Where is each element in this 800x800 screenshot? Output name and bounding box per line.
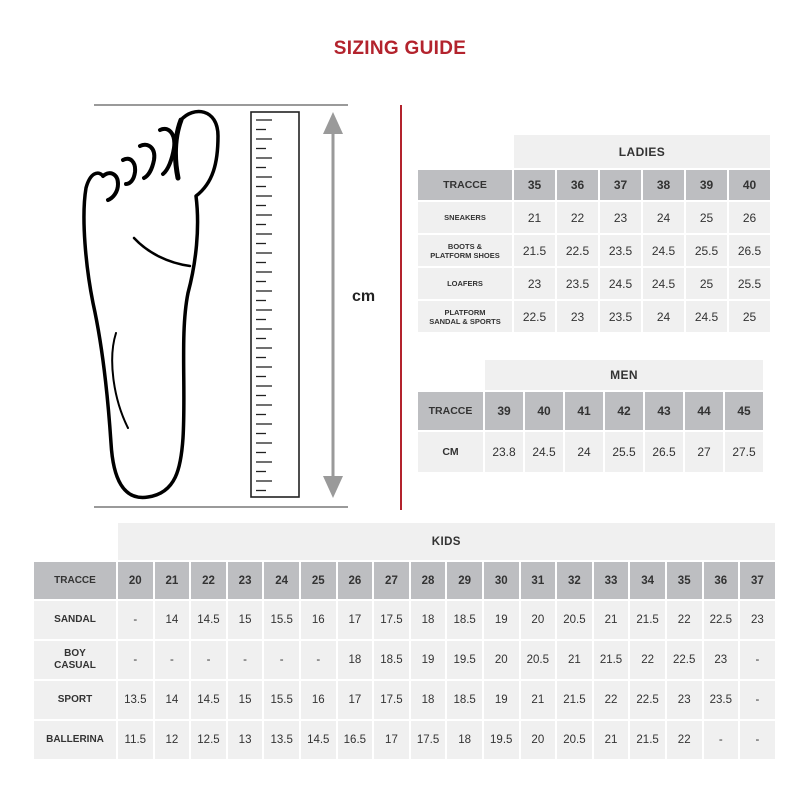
value-cell: 20 — [521, 721, 556, 759]
value-cell: 25.5 — [729, 268, 770, 299]
value-cell: 16.5 — [338, 721, 373, 759]
foot-measurement-diagram — [78, 98, 378, 518]
size-header-cell: 38 — [643, 170, 684, 200]
size-header-cell: 41 — [565, 392, 603, 430]
table-row — [418, 432, 763, 472]
value-cell: 21.5 — [630, 721, 665, 759]
value-cell: 13 — [228, 721, 263, 759]
value-cell: 18.5 — [447, 681, 482, 719]
size-header-cell: 21 — [155, 562, 190, 599]
row-label-line: CASUAL — [54, 660, 96, 671]
page-title: SIZING GUIDE — [333, 38, 467, 59]
row-label — [418, 301, 512, 332]
value-cell: 22 — [630, 641, 665, 679]
value-cell: 18 — [411, 601, 446, 639]
row-label-line: LOAFERS — [447, 279, 483, 288]
value-cell: 23 — [514, 268, 555, 299]
group-title-row — [418, 135, 770, 168]
header-label: TRACCE — [418, 392, 483, 430]
size-header-cell: 36 — [704, 562, 739, 599]
value-cell: 21 — [514, 202, 555, 233]
value-cell: 23 — [704, 641, 739, 679]
size-header-cell: 39 — [485, 392, 523, 430]
ladies-size-table — [416, 133, 772, 334]
value-cell: 13.5 — [118, 681, 153, 719]
size-header-cell: 33 — [594, 562, 629, 599]
value-cell: 17.5 — [411, 721, 446, 759]
size-header-cell: 25 — [301, 562, 336, 599]
value-cell: 22.5 — [630, 681, 665, 719]
size-header-cell: 40 — [729, 170, 770, 200]
value-cell: 18.5 — [374, 641, 409, 679]
header-label: TRACCE — [34, 562, 116, 599]
group-title-row — [34, 523, 775, 560]
row-label-line: PLATFORM SHOES — [430, 250, 500, 260]
row-label-line: SNEAKERS — [444, 213, 486, 222]
row-label — [418, 202, 512, 233]
value-cell: 22 — [557, 202, 598, 233]
size-header-row — [418, 392, 763, 430]
value-cell: 25.5 — [605, 432, 643, 472]
value-cell: - — [191, 641, 226, 679]
men-size-table — [416, 358, 765, 474]
value-cell: 12 — [155, 721, 190, 759]
value-cell: 15 — [228, 681, 263, 719]
value-cell: 16 — [301, 601, 336, 639]
value-cell: 14 — [155, 681, 190, 719]
value-cell: 24 — [565, 432, 603, 472]
row-label-line: BOY — [64, 648, 86, 659]
value-cell: 25 — [686, 268, 727, 299]
value-cell: 14 — [155, 601, 190, 639]
size-header-cell: 29 — [447, 562, 482, 599]
value-cell: 21 — [594, 721, 629, 759]
value-cell: 17.5 — [374, 601, 409, 639]
foot-ruler-illustration — [78, 98, 378, 518]
value-cell: 25.5 — [686, 235, 727, 266]
value-cell: 22.5 — [514, 301, 555, 332]
table-group-title: KIDS — [118, 523, 775, 560]
size-header-cell: 30 — [484, 562, 519, 599]
value-cell: 21.5 — [630, 601, 665, 639]
table-row — [34, 641, 775, 679]
row-label-line: SPORT — [57, 694, 93, 705]
value-cell: 24.5 — [600, 268, 641, 299]
value-cell: 23.5 — [600, 301, 641, 332]
value-cell: 13.5 — [264, 721, 299, 759]
value-cell: 27 — [685, 432, 723, 472]
value-cell: 18 — [411, 681, 446, 719]
value-cell: 20.5 — [557, 721, 592, 759]
size-header-cell: 45 — [725, 392, 763, 430]
size-header-cell: 43 — [645, 392, 683, 430]
value-cell: 23.5 — [557, 268, 598, 299]
value-cell: 15.5 — [264, 681, 299, 719]
unit-label: cm — [352, 288, 376, 305]
value-cell: 22 — [667, 721, 702, 759]
size-header-cell: 37 — [600, 170, 641, 200]
size-header-cell: 34 — [630, 562, 665, 599]
value-cell: 11.5 — [118, 721, 153, 759]
row-label — [34, 681, 116, 719]
value-cell: 19 — [484, 601, 519, 639]
table-group-title: LADIES — [514, 135, 770, 168]
value-cell: 24 — [643, 202, 684, 233]
value-cell: 19.5 — [447, 641, 482, 679]
ruler-icon — [251, 112, 299, 497]
size-header-cell: 31 — [521, 562, 556, 599]
value-cell: 17.5 — [374, 681, 409, 719]
table-row — [34, 721, 775, 759]
row-label — [34, 601, 116, 639]
value-cell: - — [118, 641, 153, 679]
value-cell: 24.5 — [686, 301, 727, 332]
value-cell: 12.5 — [191, 721, 226, 759]
value-cell: 21.5 — [557, 681, 592, 719]
value-cell: 20 — [484, 641, 519, 679]
row-label — [418, 432, 483, 472]
value-cell: - — [264, 641, 299, 679]
value-cell: 23 — [667, 681, 702, 719]
size-header-cell: 40 — [525, 392, 563, 430]
value-cell: 15 — [228, 601, 263, 639]
table-row — [418, 202, 770, 233]
row-label-line: SANDAL — [54, 614, 96, 625]
value-cell: 22 — [667, 601, 702, 639]
value-cell: 22.5 — [667, 641, 702, 679]
value-cell: 23 — [600, 202, 641, 233]
vertical-divider — [400, 105, 402, 510]
row-label — [418, 268, 512, 299]
value-cell: 19 — [484, 681, 519, 719]
kids-size-table — [32, 521, 777, 761]
value-cell: 24.5 — [643, 268, 684, 299]
group-title-row — [418, 360, 763, 390]
value-cell: - — [704, 721, 739, 759]
foot-icon — [84, 112, 218, 498]
corner-blank — [418, 135, 512, 168]
value-cell: 20 — [521, 601, 556, 639]
value-cell: 22 — [594, 681, 629, 719]
size-header-cell: 42 — [605, 392, 643, 430]
table-row — [34, 601, 775, 639]
value-cell: 26.5 — [645, 432, 683, 472]
size-header-cell: 32 — [557, 562, 592, 599]
table-row — [34, 681, 775, 719]
value-cell: 21.5 — [514, 235, 555, 266]
value-cell: 21 — [557, 641, 592, 679]
value-cell: 14.5 — [301, 721, 336, 759]
value-cell: 18 — [338, 641, 373, 679]
value-cell: 24 — [643, 301, 684, 332]
table-row — [418, 235, 770, 266]
value-cell: 25 — [729, 301, 770, 332]
value-cell: 19 — [411, 641, 446, 679]
header-label: TRACCE — [418, 170, 512, 200]
row-label-line: PLATFORM — [444, 307, 486, 317]
size-header-cell: 44 — [685, 392, 723, 430]
size-header-cell: 36 — [557, 170, 598, 200]
value-cell: 16 — [301, 681, 336, 719]
value-cell: 17 — [338, 601, 373, 639]
size-header-row — [418, 170, 770, 200]
value-cell: 14.5 — [191, 681, 226, 719]
value-cell: 27.5 — [725, 432, 763, 472]
value-cell: 26.5 — [729, 235, 770, 266]
value-cell: 26 — [729, 202, 770, 233]
size-header-cell: 37 — [740, 562, 775, 599]
value-cell: 24.5 — [643, 235, 684, 266]
value-cell: 22.5 — [557, 235, 598, 266]
value-cell: 22.5 — [704, 601, 739, 639]
value-cell: - — [228, 641, 263, 679]
value-cell: 23.8 — [485, 432, 523, 472]
value-cell: 14.5 — [191, 601, 226, 639]
value-cell: 18 — [447, 721, 482, 759]
size-header-row — [34, 562, 775, 599]
corner-blank — [418, 360, 483, 390]
size-header-cell: 35 — [667, 562, 702, 599]
size-header-cell: 20 — [118, 562, 153, 599]
value-cell: - — [740, 641, 775, 679]
value-cell: 25 — [686, 202, 727, 233]
size-header-cell: 27 — [374, 562, 409, 599]
value-cell: 15.5 — [264, 601, 299, 639]
table-row — [418, 268, 770, 299]
value-cell: 20.5 — [521, 641, 556, 679]
size-header-cell: 24 — [264, 562, 299, 599]
row-label-line: BOOTS & — [447, 241, 483, 251]
value-cell: 17 — [338, 681, 373, 719]
corner-blank — [34, 523, 116, 560]
value-cell: 23 — [557, 301, 598, 332]
row-label — [34, 641, 116, 679]
value-cell: - — [740, 721, 775, 759]
size-header-cell: 39 — [686, 170, 727, 200]
value-cell: 21 — [521, 681, 556, 719]
value-cell: 21.5 — [594, 641, 629, 679]
value-cell: 23.5 — [600, 235, 641, 266]
value-cell: 24.5 — [525, 432, 563, 472]
value-cell: 19.5 — [484, 721, 519, 759]
value-cell: 21 — [594, 601, 629, 639]
value-cell: - — [118, 601, 153, 639]
row-label — [418, 235, 512, 266]
row-label-line: CM — [442, 446, 459, 458]
size-header-cell: 28 — [411, 562, 446, 599]
value-cell: 18.5 — [447, 601, 482, 639]
value-cell: 23.5 — [704, 681, 739, 719]
size-header-cell: 23 — [228, 562, 263, 599]
value-cell: 23 — [740, 601, 775, 639]
size-header-cell: 35 — [514, 170, 555, 200]
size-header-cell: 22 — [191, 562, 226, 599]
size-header-cell: 26 — [338, 562, 373, 599]
table-group-title: MEN — [485, 360, 763, 390]
value-cell: - — [301, 641, 336, 679]
row-label — [34, 721, 116, 759]
value-cell: - — [740, 681, 775, 719]
value-cell: 17 — [374, 721, 409, 759]
row-label-line: BALLERINA — [46, 734, 104, 745]
value-cell: - — [155, 641, 190, 679]
double-arrow-icon — [323, 112, 343, 498]
table-row — [418, 301, 770, 332]
row-label-line: SANDAL & SPORTS — [429, 316, 501, 326]
value-cell: 20.5 — [557, 601, 592, 639]
